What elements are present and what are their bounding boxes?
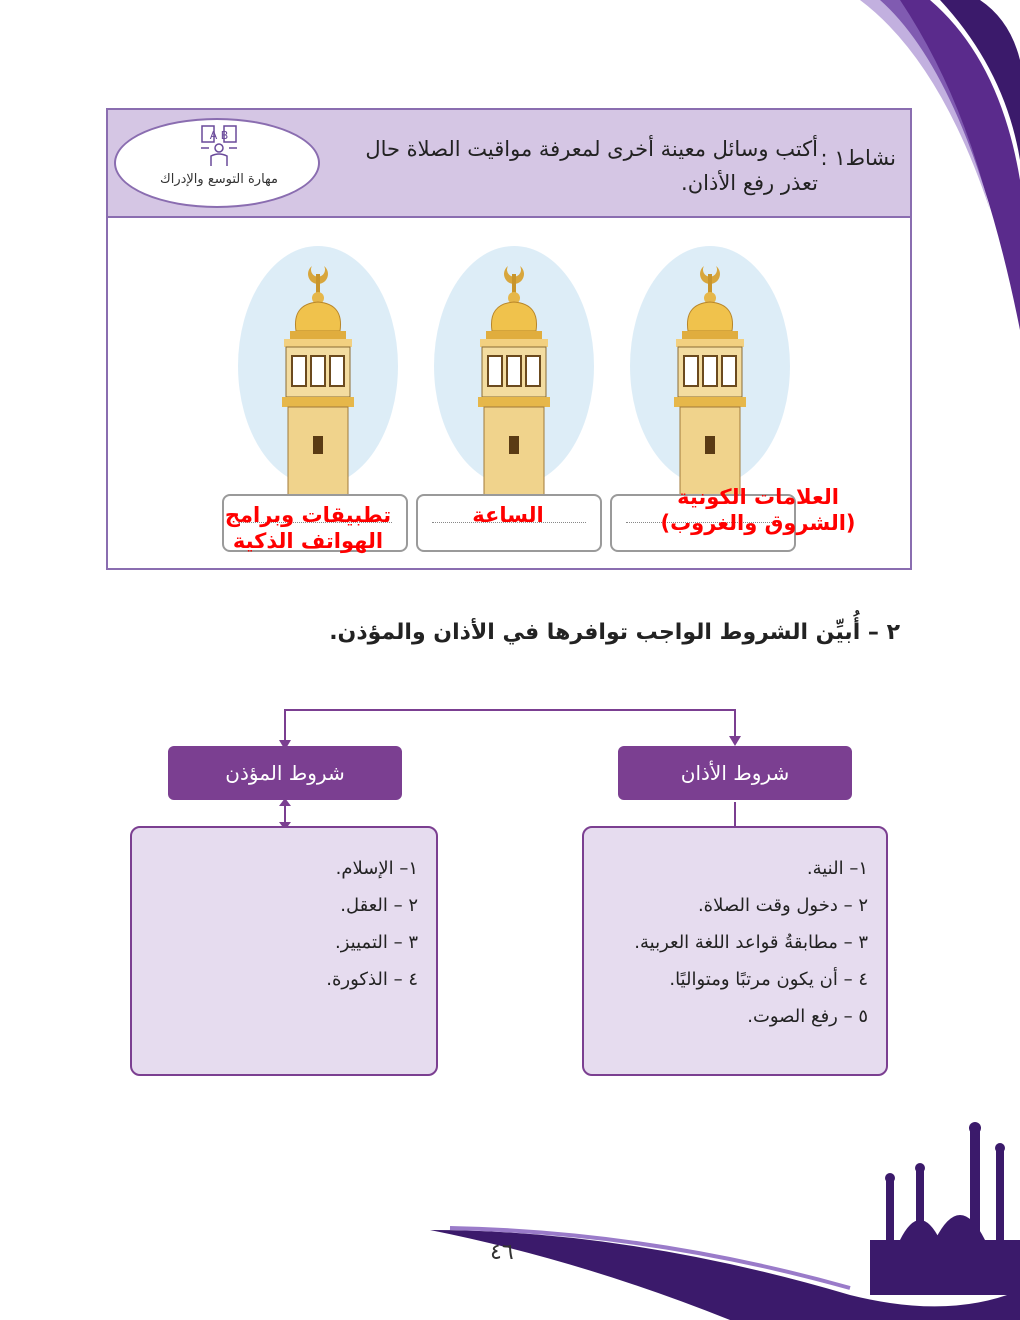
question-2: ٢ – أُبيِّن الشروط الواجب توافرها في الأذان والمؤذن. [329,620,900,645]
activity-header [108,110,910,218]
bottom-mosque-decoration [430,1110,1020,1320]
answer-1 [638,484,878,536]
muadhin-conditions-panel [130,826,438,1076]
list-item: ١– الإسلام. [335,858,418,879]
answer-2-line1: الساعة [472,503,544,527]
minaret-3 [238,246,398,516]
muadhin-conditions-list [138,850,418,998]
skill-icon [199,124,239,168]
answer-1-line1: العلامات الكونية [677,485,839,509]
answer-3-line2: الهواتف الذكية [232,529,384,553]
skill-badge [114,118,320,208]
answer-3-line1: تطبيقات وبرامج [224,503,392,527]
page-number: ٤٦ [490,1240,514,1265]
list-item: ٣ – مطابقةُ قواعد اللغة العربية. [634,932,868,953]
minaret-1 [630,246,790,516]
answer-1-line2: (الشروق والغروب) [660,511,856,535]
list-item: ٢ – دخول وقت الصلاة. [697,895,868,916]
adhan-conditions-list [588,850,868,1035]
diagram-connectors [0,700,1020,840]
activity-label: نشاط١ : [820,146,896,170]
list-item: ١– النية. [806,858,868,879]
adhan-conditions-header: شروط الأذان [618,746,852,800]
minarets-illustration [108,216,910,516]
activity-box [106,108,912,570]
list-item: ٣ – التمييز. [335,932,418,953]
muadhin-conditions-header: شروط المؤذن [168,746,402,800]
list-item: ٥ – رفع الصوت. [747,1006,868,1027]
answer-2 [428,502,588,528]
skill-label: مهارة التوسع والإدراك [160,172,278,187]
list-item: ٤ – الذكورة. [326,969,418,990]
adhan-conditions-panel [582,826,888,1076]
answer-3 [208,502,408,554]
minaret-2 [434,246,594,516]
list-item: ٤ – أن يكون مرتبًا ومتواليًا. [669,969,868,990]
skill-icon-letters: A B [209,129,229,142]
list-item: ٢ – العقل. [340,895,418,916]
activity-text: أكتب وسائل معينة أخرى لمعرفة مواقيت الصلاة حال تعذر رفع الأذان. [365,137,818,195]
